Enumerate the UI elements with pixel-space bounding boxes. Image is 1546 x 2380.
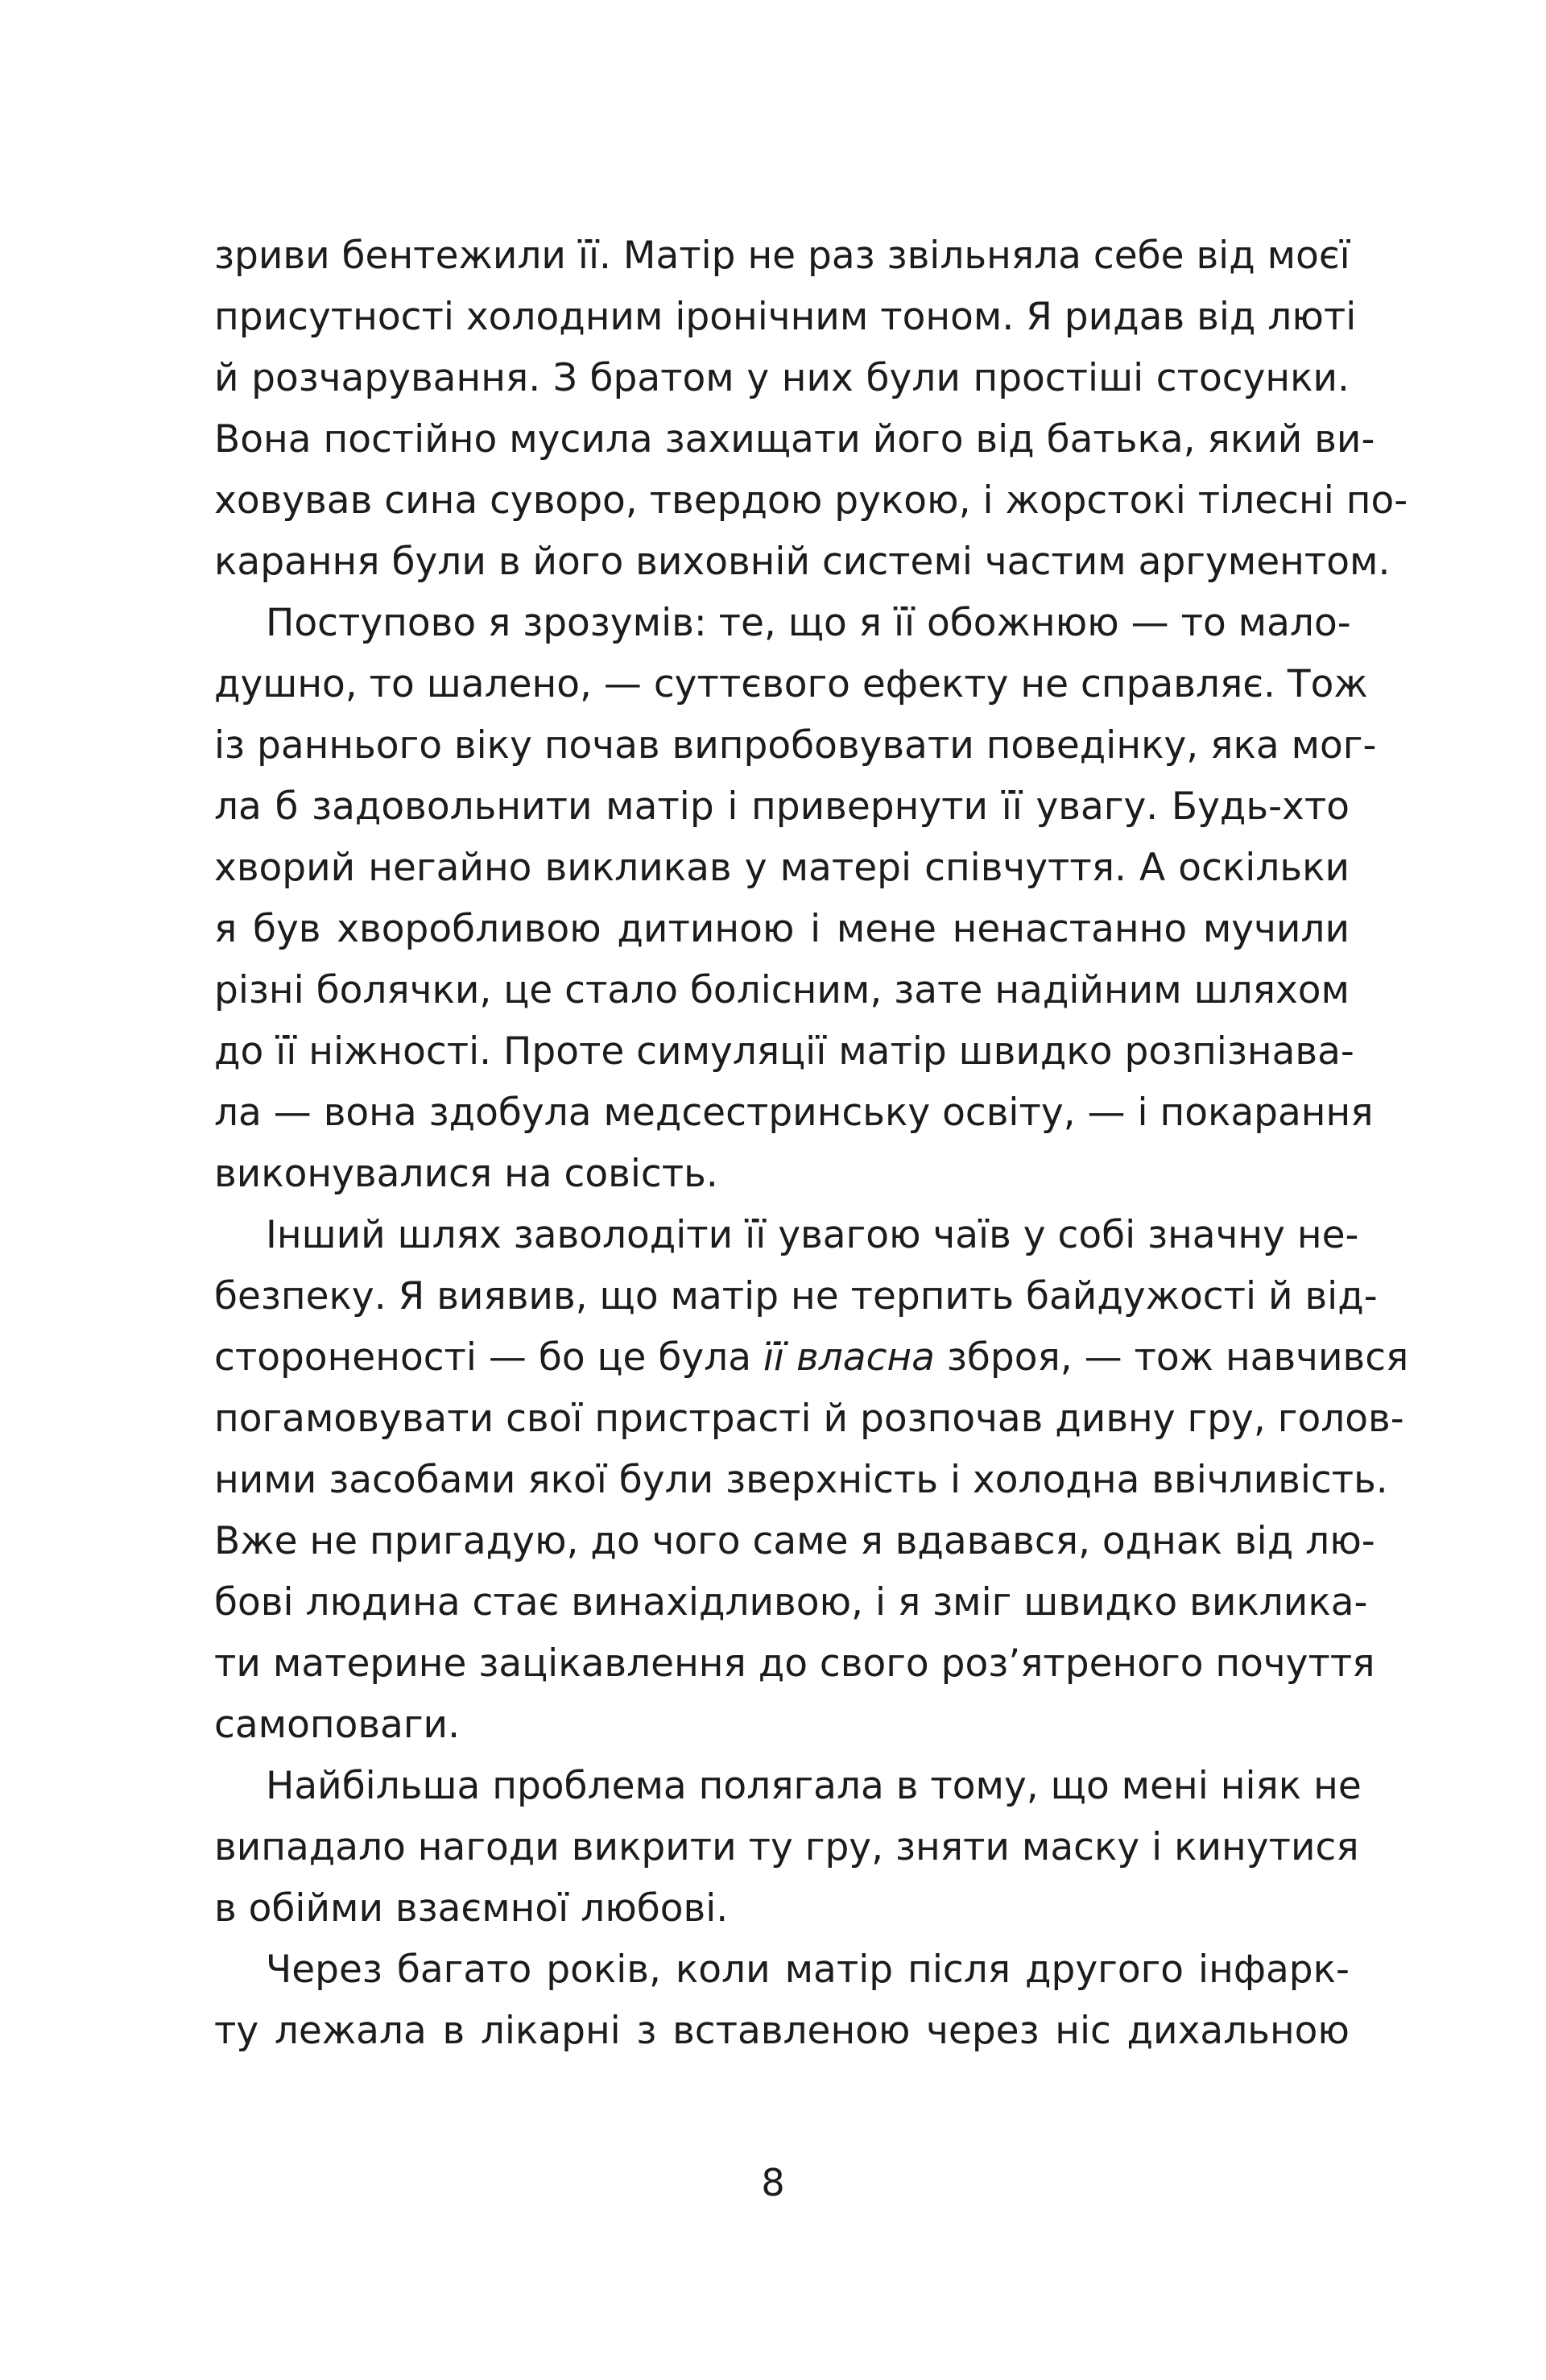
text-line: Інший шлях заволодіти її увагою чаїв у собі значну не- [266, 1213, 1359, 1257]
text-line: безпеку. Я виявив, що матір не терпить байдужості й від- [214, 1274, 1378, 1318]
text-line: душно, то шалено, — суттєвого ефекту не справляє. Тож [214, 662, 1368, 706]
text-line: хворий негайно викликав у матері співчуття. А оскільки [214, 846, 1350, 890]
text-line: ними засобами якої були зверхність і холодна ввічливість. [214, 1458, 1388, 1502]
text-line: я був хворобливою дитиною і мене ненастанно мучили [214, 907, 1350, 951]
text-line: Вже не пригадую, до чого саме я вдавався, однак від лю- [214, 1519, 1375, 1563]
text-line: Поступово я зрозумів: те, що я її обожнюю — то мало- [266, 601, 1351, 645]
text-line: бові людина стає винахідливою, і я зміг швидко виклика- [214, 1580, 1368, 1625]
text-line: випадало нагоди викрити ту гру, зняти маску і кинутися [214, 1825, 1359, 1869]
text-line: присутності холодним іронічним тоном. Я ридав від люті [214, 295, 1357, 339]
page-number: 8 [761, 2161, 785, 2204]
text-line: до її ніжності. Проте симуляції матір швидко розпізнава- [214, 1029, 1354, 1074]
text-line: погамовувати свої пристрасті й розпочав дивну гру, голов- [214, 1397, 1404, 1441]
text-line: в обійми взаємної любові. [214, 1886, 729, 1931]
text-line: карання були в його виховній системі частим аргументом. [214, 540, 1391, 584]
text-segment: стороненості — бо це була [214, 1335, 763, 1380]
text-line: ховував сина суворо, твердою рукою, і жорстокі тілесні по- [214, 478, 1408, 523]
text-line-with-emphasis [214, 1327, 1409, 1389]
body-text [214, 226, 1409, 2062]
text-line: й розчарування. З братом у них були простіші стосунки. [214, 356, 1350, 400]
emphasis-text: її власна [763, 1335, 935, 1380]
text-segment: зброя, — тож навчився [934, 1335, 1409, 1380]
text-line: ла б задовольнити матір і привернути її увагу. Будь-хто [214, 784, 1350, 829]
text-line: ла — вона здобула медсестринську освіту, — і покарання [214, 1091, 1374, 1135]
text-line: Найбільша проблема полягала в тому, що мені ніяк не [266, 1764, 1362, 1808]
text-line: різні болячки, це стало болісним, зате надійним шляхом [214, 968, 1350, 1012]
text-line: виконувалися на совість. [214, 1152, 718, 1196]
text-line: ти материне зацікавлення до свого роз’ятреного почуття [214, 1641, 1375, 1686]
text-line: Вона постійно мусила захищати його від батька, який ви- [214, 417, 1375, 462]
text-line: самоповаги. [214, 1703, 461, 1747]
text-line: ту лежала в лікарні з вставленою через ніс дихальною [214, 2009, 1350, 2053]
text-line: із раннього віку почав випробовувати поведінку, яка мог- [214, 723, 1377, 768]
text-line: зриви бентежили її. Матір не раз звільняла себе від моєї [214, 234, 1350, 278]
text-line: Через багато років, коли матір після другого інфарк- [266, 1947, 1350, 1992]
